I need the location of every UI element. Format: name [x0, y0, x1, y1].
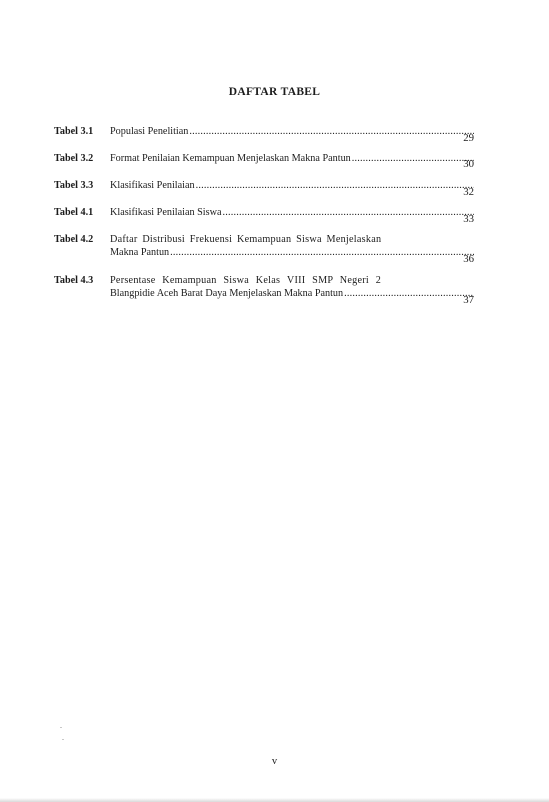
toc-entry [54, 180, 474, 198]
entry-page-number: 36 [463, 253, 474, 265]
scan-edge [0, 798, 549, 802]
entry-label: Tabel 3.2 [54, 153, 94, 164]
dot-leader [189, 126, 474, 137]
entry-label: Tabel 4.3 [54, 275, 94, 286]
page-title: DAFTAR TABEL [228, 86, 321, 98]
entry-title: Daftar Distribusi Frekuensi Kemampuan Siswa Menjelaskan [110, 234, 382, 245]
entry-page-number: 32 [463, 186, 474, 198]
entry-label: Tabel 4.1 [54, 207, 94, 218]
entry-label: Tabel 3.3 [54, 180, 94, 191]
entry-label: Tabel 3.1 [54, 126, 94, 137]
dot-leader [170, 247, 474, 258]
toc-entry [54, 126, 474, 144]
toc-entry [54, 153, 474, 170]
entry-title: Klasifikasi Penilaian Siswa [110, 207, 222, 218]
dot-leader [222, 207, 474, 218]
entry-title: Persentase Kemampuan Siswa Kelas VIII SMP Negeri 2 [110, 275, 382, 286]
entry-page-number: 29 [463, 132, 474, 144]
scan-speck [62, 739, 64, 740]
entry-page-number: 33 [463, 213, 474, 225]
entry-label: Tabel 4.2 [54, 234, 94, 245]
entry-page-number: 30 [463, 158, 474, 170]
scan-speck [60, 727, 62, 728]
entry-title-continued: Makna Pantun [110, 247, 170, 258]
toc-entry [54, 275, 474, 306]
page-number: v [271, 756, 278, 767]
entry-page-number: 37 [463, 294, 474, 306]
entry-title-continued: Blangpidie Aceh Barat Daya Menjelaskan Makna Pantun [110, 288, 344, 299]
entry-title: Populasi Penelitian [110, 126, 189, 137]
toc-entry [54, 207, 474, 225]
entry-title: Klasifikasi Penilaian [110, 180, 195, 191]
toc-entry [54, 234, 474, 265]
dot-leader [196, 180, 474, 191]
entry-title: Format Penilaian Kemampuan Menjelaskan Makna Pantun [110, 153, 351, 164]
